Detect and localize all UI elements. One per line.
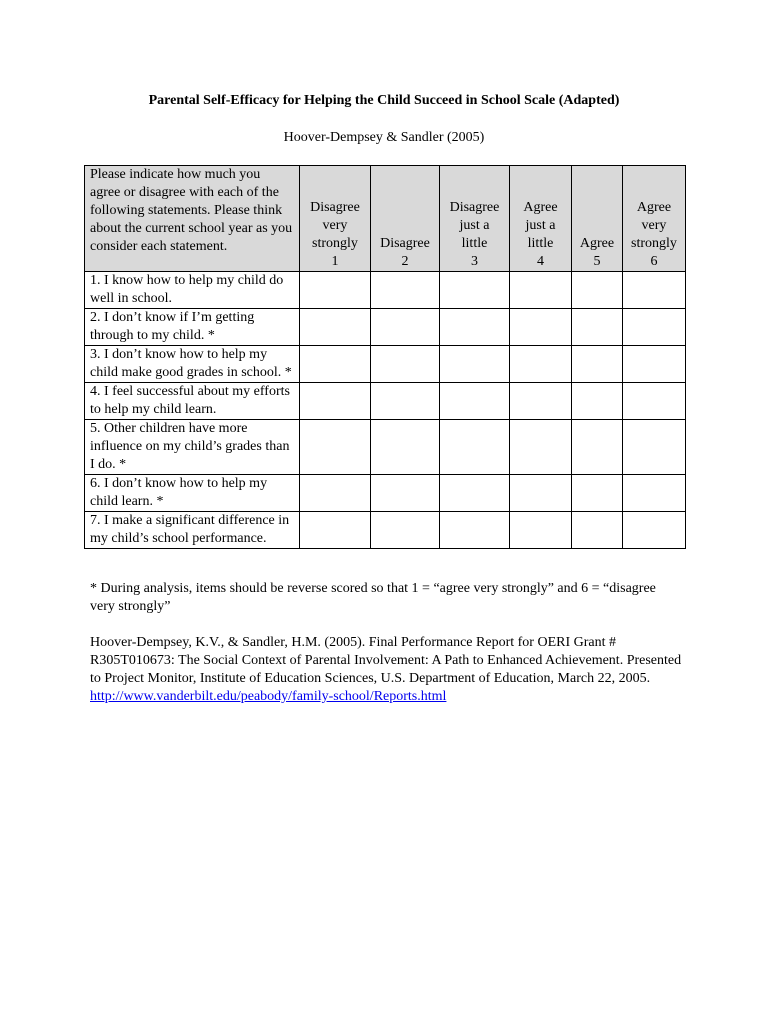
table-row	[85, 309, 686, 346]
table-row	[85, 512, 686, 549]
reverse-scoring-footnote: * During analysis, items should be reverse scored so that 1 = “agree very strongly” and 6 = “disagree very strongly”	[90, 581, 656, 614]
scale-value: 2	[401, 254, 409, 269]
item-statement: 7. I make a significant difference in my child’s school performance.	[85, 512, 300, 549]
table-row	[85, 383, 686, 420]
response-cell[interactable]	[510, 475, 572, 512]
response-cell[interactable]	[623, 512, 686, 549]
response-cell[interactable]	[623, 383, 686, 420]
scale-label-line: very	[322, 218, 348, 233]
response-cell[interactable]	[572, 346, 623, 383]
scale-value: 5	[593, 254, 601, 269]
response-cell[interactable]	[371, 383, 440, 420]
response-cell[interactable]	[300, 309, 371, 346]
response-cell[interactable]	[572, 272, 623, 309]
response-cell[interactable]	[371, 512, 440, 549]
response-cell[interactable]	[572, 475, 623, 512]
scale-label-line: just a	[459, 218, 490, 233]
scale-header-1	[300, 166, 371, 272]
response-cell[interactable]	[510, 309, 572, 346]
survey-table	[84, 165, 686, 549]
scale-header-4	[510, 166, 572, 272]
response-cell[interactable]	[300, 346, 371, 383]
scale-label-line: little	[461, 236, 488, 251]
scale-label-line: strongly	[312, 236, 358, 251]
response-cell[interactable]	[510, 512, 572, 549]
response-cell[interactable]	[572, 420, 623, 475]
scale-label-line: Disagree	[380, 236, 430, 251]
response-cell[interactable]	[623, 420, 686, 475]
table-row	[85, 420, 686, 475]
scale-label-line: just a	[525, 218, 556, 233]
response-cell[interactable]	[440, 512, 510, 549]
response-cell[interactable]	[572, 512, 623, 549]
item-statement: 1. I know how to help my child do well in school.	[85, 272, 300, 309]
item-statement: 2. I don’t know if I’m getting through to my child. *	[85, 309, 300, 346]
response-cell[interactable]	[510, 272, 572, 309]
scale-value: 1	[331, 254, 339, 269]
scale-label-line: Disagree	[310, 200, 360, 215]
response-cell[interactable]	[300, 512, 371, 549]
scale-header-6	[623, 166, 686, 272]
item-statement: 3. I don’t know how to help my child make good grades in school. *	[85, 346, 300, 383]
scale-value: 6	[650, 254, 658, 269]
reference-link[interactable]: http://www.vanderbilt.edu/peabody/family-school/Reports.html	[90, 689, 447, 704]
item-statement: 6. I don’t know how to help my child learn. *	[85, 475, 300, 512]
response-cell[interactable]	[300, 383, 371, 420]
scale-label-line: very	[641, 218, 667, 233]
scale-label-line: Agree	[523, 200, 558, 215]
response-cell[interactable]	[300, 420, 371, 475]
scale-label-line: Disagree	[449, 200, 500, 215]
item-statement: 5. Other children have more influence on my child’s grades than I do. *	[85, 420, 300, 475]
scale-label-line: little	[527, 236, 554, 251]
response-cell[interactable]	[623, 272, 686, 309]
reference-citation: Hoover-Dempsey, K.V., & Sandler, H.M. (2005). Final Performance Report for OERI Grant # R305T010673: The Social Context of Parental Involvement: A Path to Enhanced Achievement. Presented to Project Monitor, Institute of Education Sciences, U.S. Department of Education, March 22, 2005.	[90, 635, 682, 686]
scale-label-line: Agree	[636, 200, 672, 215]
response-cell[interactable]	[300, 475, 371, 512]
response-cell[interactable]	[623, 346, 686, 383]
document-subtitle: Hoover-Dempsey & Sandler (2005)	[283, 130, 485, 145]
response-cell[interactable]	[510, 346, 572, 383]
response-cell[interactable]	[371, 420, 440, 475]
scale-label-line: strongly	[631, 236, 677, 251]
header-row	[85, 166, 686, 272]
response-cell[interactable]	[572, 309, 623, 346]
scale-value: 3	[471, 254, 478, 269]
response-cell[interactable]	[440, 420, 510, 475]
reference-block	[90, 634, 690, 706]
response-cell[interactable]	[440, 346, 510, 383]
response-cell[interactable]	[300, 272, 371, 309]
instructions-cell: Please indicate how much you agree or disagree with each of the following statements. Please think about the current school year as you consider each statement.	[85, 166, 300, 272]
response-cell[interactable]	[371, 475, 440, 512]
response-cell[interactable]	[440, 272, 510, 309]
response-cell[interactable]	[510, 420, 572, 475]
response-cell[interactable]	[623, 309, 686, 346]
response-cell[interactable]	[440, 475, 510, 512]
scale-header-2	[371, 166, 440, 272]
response-cell[interactable]	[371, 272, 440, 309]
item-statement: 4. I feel successful about my efforts to help my child learn.	[85, 383, 300, 420]
table-row	[85, 346, 686, 383]
scale-label-line: Agree	[579, 236, 615, 251]
document-title: Parental Self-Efficacy for Helping the Child Succeed in School Scale (Adapted)	[148, 93, 620, 108]
table-row	[85, 475, 686, 512]
response-cell[interactable]	[572, 383, 623, 420]
scale-header-5	[572, 166, 623, 272]
response-cell[interactable]	[371, 309, 440, 346]
scale-header-3	[440, 166, 510, 272]
response-cell[interactable]	[440, 309, 510, 346]
table-row	[85, 272, 686, 309]
scale-value: 4	[537, 254, 544, 269]
response-cell[interactable]	[440, 383, 510, 420]
response-cell[interactable]	[371, 346, 440, 383]
response-cell[interactable]	[510, 383, 572, 420]
response-cell[interactable]	[623, 475, 686, 512]
